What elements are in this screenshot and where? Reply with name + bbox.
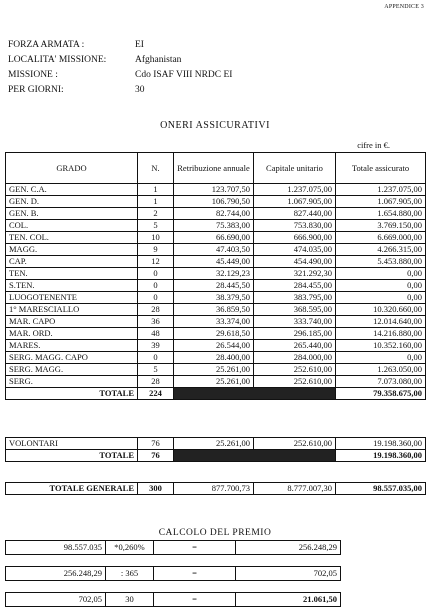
cell-grado: SERG. MAGG. CAPO <box>6 352 138 364</box>
cell-totale: 1.263.050,00 <box>336 364 426 376</box>
cell-grado: MAR. ORD. <box>6 328 138 340</box>
cell-totale: 3.769.150,00 <box>336 220 426 232</box>
cell-n: 0 <box>138 268 174 280</box>
cell-n: 5 <box>138 220 174 232</box>
cell-totale: 0,00 <box>336 280 426 292</box>
table-row <box>6 208 426 220</box>
header-totale: Totale assicurato <box>336 153 426 184</box>
totale-label: TOTALE <box>6 388 138 400</box>
cell-capitale: 368.595,00 <box>254 304 336 316</box>
cell-grado: 1° MARESCIALLO <box>6 304 138 316</box>
calc-result: 256.248,29 <box>236 541 341 555</box>
cell-capitale: 753.830,00 <box>254 220 336 232</box>
cell-retribuzione: 38.379,50 <box>174 292 254 304</box>
volontari-row <box>6 438 426 450</box>
info-value: EI <box>135 40 144 50</box>
cell-capitale: 284.000,00 <box>254 352 336 364</box>
calc-operand: 702,05 <box>6 593 106 607</box>
table-row <box>6 316 426 328</box>
cell-grado: COL. <box>6 220 138 232</box>
calc-operand: 256.248,29 <box>6 567 106 581</box>
cell-grado: TEN. <box>6 268 138 280</box>
info-value: 30 <box>135 85 145 95</box>
table-row <box>6 376 426 388</box>
cell-retribuzione: 29.618,50 <box>174 328 254 340</box>
insurance-table <box>5 152 426 400</box>
cell-n: 28 <box>138 304 174 316</box>
calc-operator: *0,260% <box>106 541 154 555</box>
cell-grado: LUOGOTENENTE <box>6 292 138 304</box>
info-row <box>8 83 232 98</box>
cell-capitale: 321.292,30 <box>254 268 336 280</box>
totale-generale-capitale: 8.777.007,30 <box>254 483 336 495</box>
totale-row <box>6 388 426 400</box>
table-row <box>6 292 426 304</box>
cell-n: 28 <box>138 376 174 388</box>
cell-totale: 1.067.905,00 <box>336 196 426 208</box>
totale-generale-row <box>6 483 426 495</box>
volontari-totale-n: 76 <box>138 450 174 462</box>
shaded-cell <box>174 388 336 400</box>
table-row <box>6 244 426 256</box>
cell-grado: GEN. D. <box>6 196 138 208</box>
calc-operator: 30 <box>106 593 154 607</box>
table-row <box>6 184 426 196</box>
table-row <box>6 352 426 364</box>
unit-note: cifre in €. <box>357 140 390 150</box>
volontari-table <box>5 437 426 462</box>
table-row <box>6 256 426 268</box>
totale-n: 224 <box>138 388 174 400</box>
volontari-totale: 19.198.360,00 <box>336 438 426 450</box>
calc-row <box>6 567 341 581</box>
cell-totale: 6.669.000,00 <box>336 232 426 244</box>
cell-retribuzione: 75.383,00 <box>174 220 254 232</box>
cell-retribuzione: 28.445,50 <box>174 280 254 292</box>
cell-retribuzione: 45.449,00 <box>174 256 254 268</box>
info-label: FORZA ARMATA : <box>8 40 85 50</box>
cell-n: 12 <box>138 256 174 268</box>
cell-retribuzione: 33.374,00 <box>174 316 254 328</box>
cell-n: 0 <box>138 280 174 292</box>
calc-row-table <box>5 566 341 581</box>
calc-equals: = <box>154 541 236 555</box>
info-label: MISSIONE : <box>8 70 58 80</box>
cell-n: 0 <box>138 352 174 364</box>
cell-totale: 10.352.160,00 <box>336 340 426 352</box>
table-body <box>6 184 426 388</box>
cell-grado: CAP. <box>6 256 138 268</box>
cell-grado: SERG. <box>6 376 138 388</box>
cell-retribuzione: 28.400,00 <box>174 352 254 364</box>
cell-n: 39 <box>138 340 174 352</box>
calc-row-table <box>5 540 341 555</box>
cell-totale: 10.320.660,00 <box>336 304 426 316</box>
table-row <box>6 268 426 280</box>
info-label: PER GIORNI: <box>8 85 64 95</box>
cell-retribuzione: 82.744,00 <box>174 208 254 220</box>
calc-row-table <box>5 592 341 607</box>
calc-equals: = <box>154 593 236 607</box>
volontari-totale-value: 19.198.360,00 <box>336 450 426 462</box>
cell-grado: S.TEN. <box>6 280 138 292</box>
mission-info <box>8 38 232 98</box>
cell-retribuzione: 36.859,50 <box>174 304 254 316</box>
calc-equals: = <box>154 567 236 581</box>
cell-n: 48 <box>138 328 174 340</box>
calc-row <box>6 541 341 555</box>
info-value: Afghanistan <box>135 55 182 65</box>
cell-n: 10 <box>138 232 174 244</box>
info-row <box>8 38 232 53</box>
cell-n: 9 <box>138 244 174 256</box>
calc-result: 702,05 <box>236 567 341 581</box>
header-retribuzione: Retribuzione annuale <box>174 153 254 184</box>
appendix-label: APPENDICE 3 <box>384 4 424 10</box>
shaded-cell <box>174 450 336 462</box>
header-capitale: Capitale unitario <box>254 153 336 184</box>
volontari-n: 76 <box>138 438 174 450</box>
cell-grado: GEN. B. <box>6 208 138 220</box>
cell-retribuzione: 32.129,23 <box>174 268 254 280</box>
section-title: ONERI ASSICURATIVI <box>160 120 270 131</box>
cell-capitale: 296.185,00 <box>254 328 336 340</box>
cell-n: 0 <box>138 292 174 304</box>
cell-retribuzione: 25.261,00 <box>174 376 254 388</box>
table-row <box>6 196 426 208</box>
cell-capitale: 1.237.075,00 <box>254 184 336 196</box>
cell-n: 36 <box>138 316 174 328</box>
volontari-totale-label: TOTALE <box>6 450 138 462</box>
table-row <box>6 364 426 376</box>
cell-totale: 0,00 <box>336 268 426 280</box>
table-row <box>6 220 426 232</box>
totale-value: 79.358.675,00 <box>336 388 426 400</box>
cell-totale: 5.453.880,00 <box>336 256 426 268</box>
info-row <box>8 53 232 68</box>
calc-row <box>6 593 341 607</box>
cell-capitale: 383.795,00 <box>254 292 336 304</box>
header-n: N. <box>138 153 174 184</box>
calc-title: CALCOLO DEL PREMIO <box>158 528 272 538</box>
totale-generale-retribuzione: 877.700,73 <box>174 483 254 495</box>
table-row <box>6 280 426 292</box>
cell-totale: 4.266.315,00 <box>336 244 426 256</box>
cell-n: 1 <box>138 196 174 208</box>
cell-capitale: 454.490,00 <box>254 256 336 268</box>
cell-capitale: 1.067.905,00 <box>254 196 336 208</box>
cell-totale: 14.216.880,00 <box>336 328 426 340</box>
cell-grado: TEN. COL. <box>6 232 138 244</box>
cell-n: 1 <box>138 184 174 196</box>
table-row <box>6 232 426 244</box>
cell-retribuzione: 66.690,00 <box>174 232 254 244</box>
totale-generale-totale: 98.557.035,00 <box>336 483 426 495</box>
totale-generale-table <box>5 482 426 495</box>
cell-totale: 12.014.640,00 <box>336 316 426 328</box>
cell-totale: 1.237.075,00 <box>336 184 426 196</box>
volontari-grado: VOLONTARI <box>6 438 138 450</box>
cell-grado: GEN. C.A. <box>6 184 138 196</box>
cell-capitale: 284.455,00 <box>254 280 336 292</box>
cell-capitale: 252.610,00 <box>254 364 336 376</box>
table-row <box>6 340 426 352</box>
volontari-capitale: 252.610,00 <box>254 438 336 450</box>
calc-result: 21.061,50 <box>236 593 341 607</box>
header-grado: GRADO <box>6 153 138 184</box>
calc-operand: 98.557.035 <box>6 541 106 555</box>
cell-grado: MARES. <box>6 340 138 352</box>
cell-grado: MAR. CAPO <box>6 316 138 328</box>
cell-retribuzione: 25.261,00 <box>174 364 254 376</box>
cell-totale: 7.073.080,00 <box>336 376 426 388</box>
cell-capitale: 474.035,00 <box>254 244 336 256</box>
table-row <box>6 304 426 316</box>
totale-generale-n: 300 <box>138 483 174 495</box>
volontari-totale-row <box>6 450 426 462</box>
volontari-retribuzione: 25.261,00 <box>174 438 254 450</box>
cell-retribuzione: 26.544,00 <box>174 340 254 352</box>
cell-n: 5 <box>138 364 174 376</box>
cell-capitale: 827.440,00 <box>254 208 336 220</box>
cell-retribuzione: 47.403,50 <box>174 244 254 256</box>
cell-capitale: 252.610,00 <box>254 376 336 388</box>
cell-retribuzione: 123.707,50 <box>174 184 254 196</box>
cell-totale: 0,00 <box>336 352 426 364</box>
cell-capitale: 666.900,00 <box>254 232 336 244</box>
cell-capitale: 265.440,00 <box>254 340 336 352</box>
cell-grado: SERG. MAGG. <box>6 364 138 376</box>
calc-operator: : 365 <box>106 567 154 581</box>
cell-totale: 0,00 <box>336 292 426 304</box>
totale-generale-label: TOTALE GENERALE <box>6 483 138 495</box>
info-row <box>8 68 232 83</box>
info-label: LOCALITA' MISSIONE: <box>8 55 107 65</box>
table-row <box>6 328 426 340</box>
info-value: Cdo ISAF VIII NRDC EI <box>135 70 233 80</box>
cell-grado: MAGG. <box>6 244 138 256</box>
cell-n: 2 <box>138 208 174 220</box>
cell-capitale: 333.740,00 <box>254 316 336 328</box>
cell-retribuzione: 106.790,50 <box>174 196 254 208</box>
cell-totale: 1.654.880,00 <box>336 208 426 220</box>
